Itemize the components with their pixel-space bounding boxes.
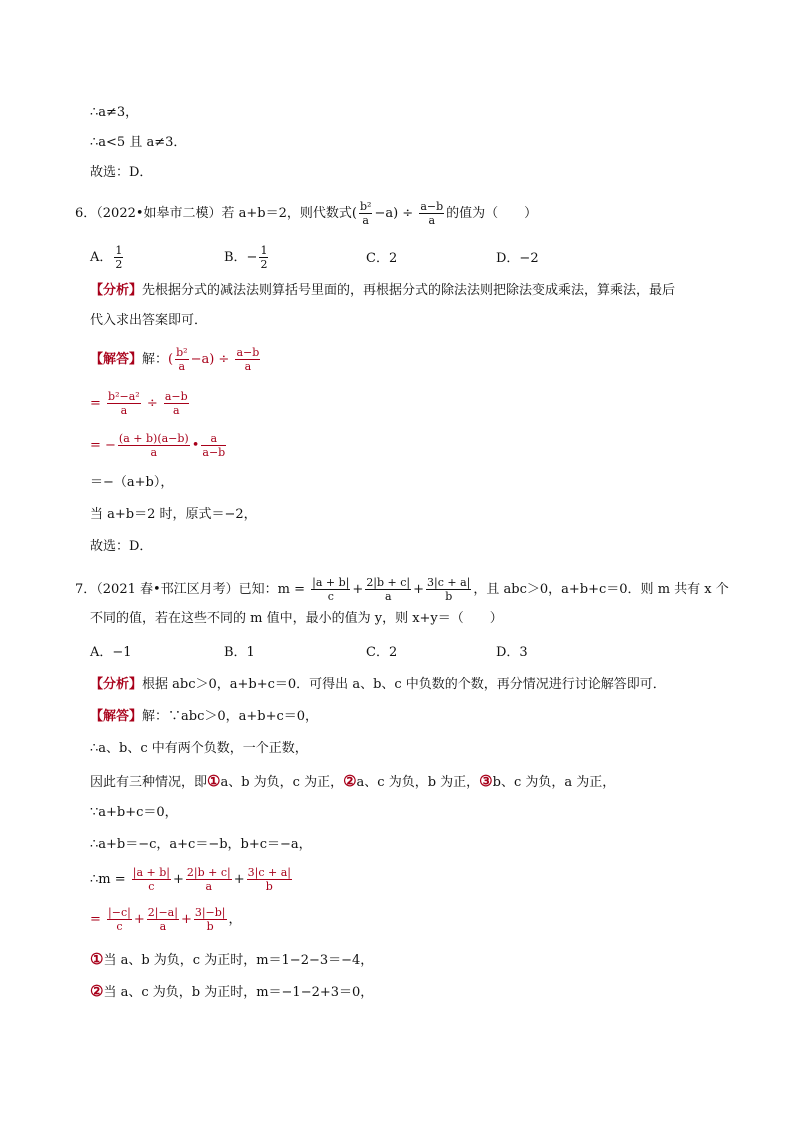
fraction: $\frac{a-b}{a}$	[420, 200, 444, 227]
analysis-line: 代入求出答案即可．	[90, 313, 208, 328]
divide-sign: ÷	[402, 206, 414, 221]
analysis-line: 【分析】根据 abc＞0，a+b+c＝0．可得出 a、b、c 中负数的个数，再分情况进行讨论解答即可．	[90, 677, 666, 692]
step-line: = − $\frac{(a + b)(a-b)}{a}$ • $\frac{a}{a-b}$	[90, 432, 226, 459]
step-line: 因此有三种情况，即①a、b 为负，c 为正，②a、c 为负，b 为正，③b、c 为负，a 为正，	[90, 772, 616, 790]
answer-line: 【解答】解：( $\frac{\text{b²}}{a}$ −a) ÷ $\frac{a-b}{a}$	[90, 346, 260, 373]
option-c: C．2	[366, 251, 398, 266]
text-line: ∴a<5 且 a≠3．	[90, 135, 187, 150]
question-7-stem: 7．（2021 春•邗江区月考）已知：m = $\frac{|a + b|}{c}$ + $\frac{2|b + c|}{a}$ + $\frac{3|c + a|}{b}$ ，且 abc＞0，a+b+c＝0．则 m 共有 x 个	[75, 576, 729, 603]
answer-line: 【解答】解：∵abc＞0，a+b+c＝0，	[90, 709, 319, 724]
step-line: = $\frac{\text{b²−a²}}{a}$ ÷ $\frac{a-b}{a}$	[90, 390, 188, 417]
question-source: （2022•如皋市二模）若 a+b＝2，则代数式	[96, 206, 352, 221]
step-line: ∴a+b＝−c，a+c＝−b，b+c＝−a，	[90, 837, 312, 852]
option-d: D．−2	[496, 251, 539, 266]
option-c: C．2	[366, 645, 398, 660]
step-line: ②当 a、c 为负，b 为正时，m＝−1−2+3＝0，	[90, 982, 374, 1000]
text-line: 故选：D．	[90, 165, 153, 180]
question-source: （2021 春•邗江区月考）已知：m =	[96, 582, 306, 597]
step-line: 当 a+b＝2 时，原式＝−2，	[90, 507, 257, 522]
step-line: ＝−（a+b），	[90, 475, 174, 490]
option-b: B．− $\frac{1}{2}$	[224, 244, 268, 271]
question-6-stem	[75, 200, 537, 227]
step-line: ∵a+b+c＝0，	[90, 805, 178, 820]
text-line: ∴a≠3，	[90, 105, 139, 120]
fraction: $\frac{\text{b²}}{a}$	[359, 200, 372, 227]
option-d: D．3	[496, 645, 528, 660]
question-number: 7．	[75, 582, 97, 597]
answer-tag: 【解答】	[90, 352, 143, 367]
term: −a)	[374, 206, 399, 221]
analysis-tag: 【分析】	[90, 677, 143, 692]
step-line: 故选：D．	[90, 539, 153, 554]
option-b: B．1	[224, 645, 255, 660]
option-a: A． $\frac{1}{2}$	[90, 244, 123, 271]
answer-tag: 【解答】	[90, 709, 143, 724]
step-line: = $\frac{|-c|}{c}$ + $\frac{2|-a|}{a}$ + $\frac{3|-b|}{b}$ ，	[90, 906, 242, 933]
option-a: A．−1	[90, 645, 132, 660]
step-line: ①当 a、b 为负，c 为正时，m＝1−2−3＝−4，	[90, 950, 374, 968]
question-number: 6．	[75, 206, 97, 221]
step-line: ∴m = $\frac{|a + b|}{c}$ + $\frac{2|b + c|}{a}$ + $\frac{3|c + a|}{b}$	[90, 866, 291, 893]
analysis-tag: 【分析】	[90, 283, 143, 298]
step-line: ∴a、b、c 中有两个负数，一个正数，	[90, 741, 308, 756]
paren: (	[351, 206, 357, 221]
question-7-line2: 不同的值，若在这些不同的 m 值中，最小的值为 y，则 x+y＝（ ）	[90, 611, 503, 626]
analysis-line: 【分析】先根据分式的减法法则算括号里面的，再根据分式的除法法则把除法变成乘法，算乘法，最后	[90, 283, 676, 298]
question-tail: 的值为（ ）	[446, 206, 538, 221]
